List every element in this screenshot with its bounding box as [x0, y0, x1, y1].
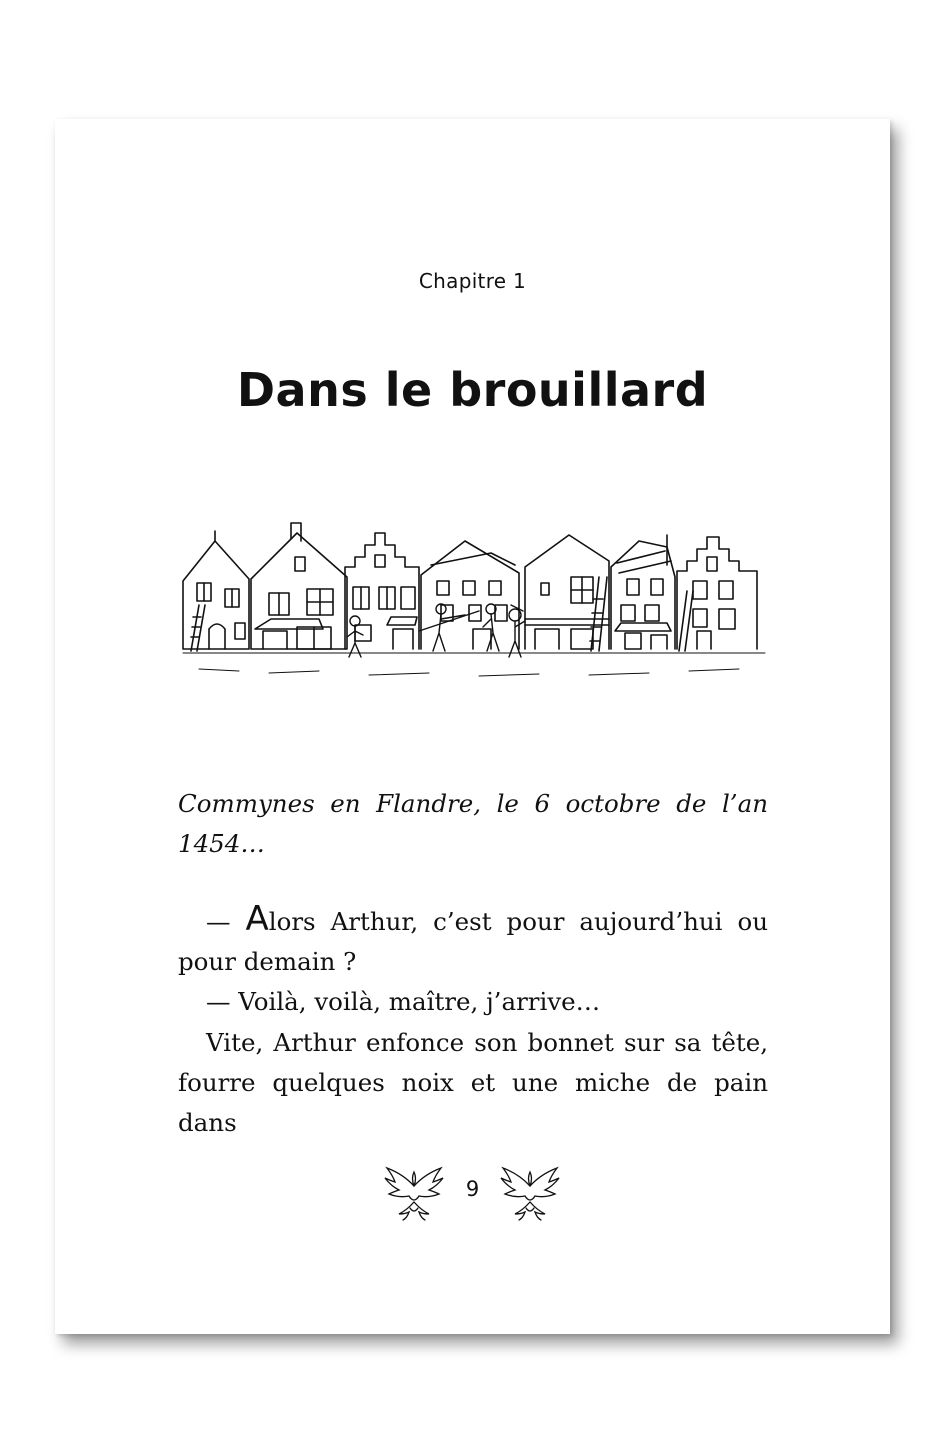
page-footer [55, 1159, 890, 1229]
paragraph-2: — Voilà, voilà, maître, j’arrive… [206, 987, 601, 1016]
book-page [55, 119, 890, 1334]
paragraph-1 [178, 899, 768, 982]
town-street-illustration [179, 501, 769, 686]
chapter-label: Chapitre 1 [418, 269, 527, 293]
intro-text: Commynes en Flandre, le 6 octobre de l’an 1454… [178, 789, 768, 858]
drop-cap: A [245, 899, 269, 939]
house-4 [421, 541, 519, 649]
dialogue-dash: — [206, 907, 246, 936]
people-group [347, 604, 525, 657]
phoenix-icon [497, 1164, 563, 1222]
house-5 [525, 535, 609, 651]
house-2 [251, 523, 347, 649]
house-1 [183, 531, 249, 651]
house-6 [611, 535, 675, 649]
paragraph-1-text: lors Arthur, c’est pour aujourd’hui ou pour demain ? [178, 907, 768, 976]
chapter-title: Dans le brouillard [236, 363, 709, 417]
phoenix-icon [381, 1164, 447, 1222]
house-7 [677, 537, 757, 651]
page-number: 9 [465, 1177, 480, 1201]
paragraph-3: Vite, Arthur enfonce son bonnet sur sa tête, fourre quelques noix et une miche de pain dans [178, 1028, 768, 1137]
